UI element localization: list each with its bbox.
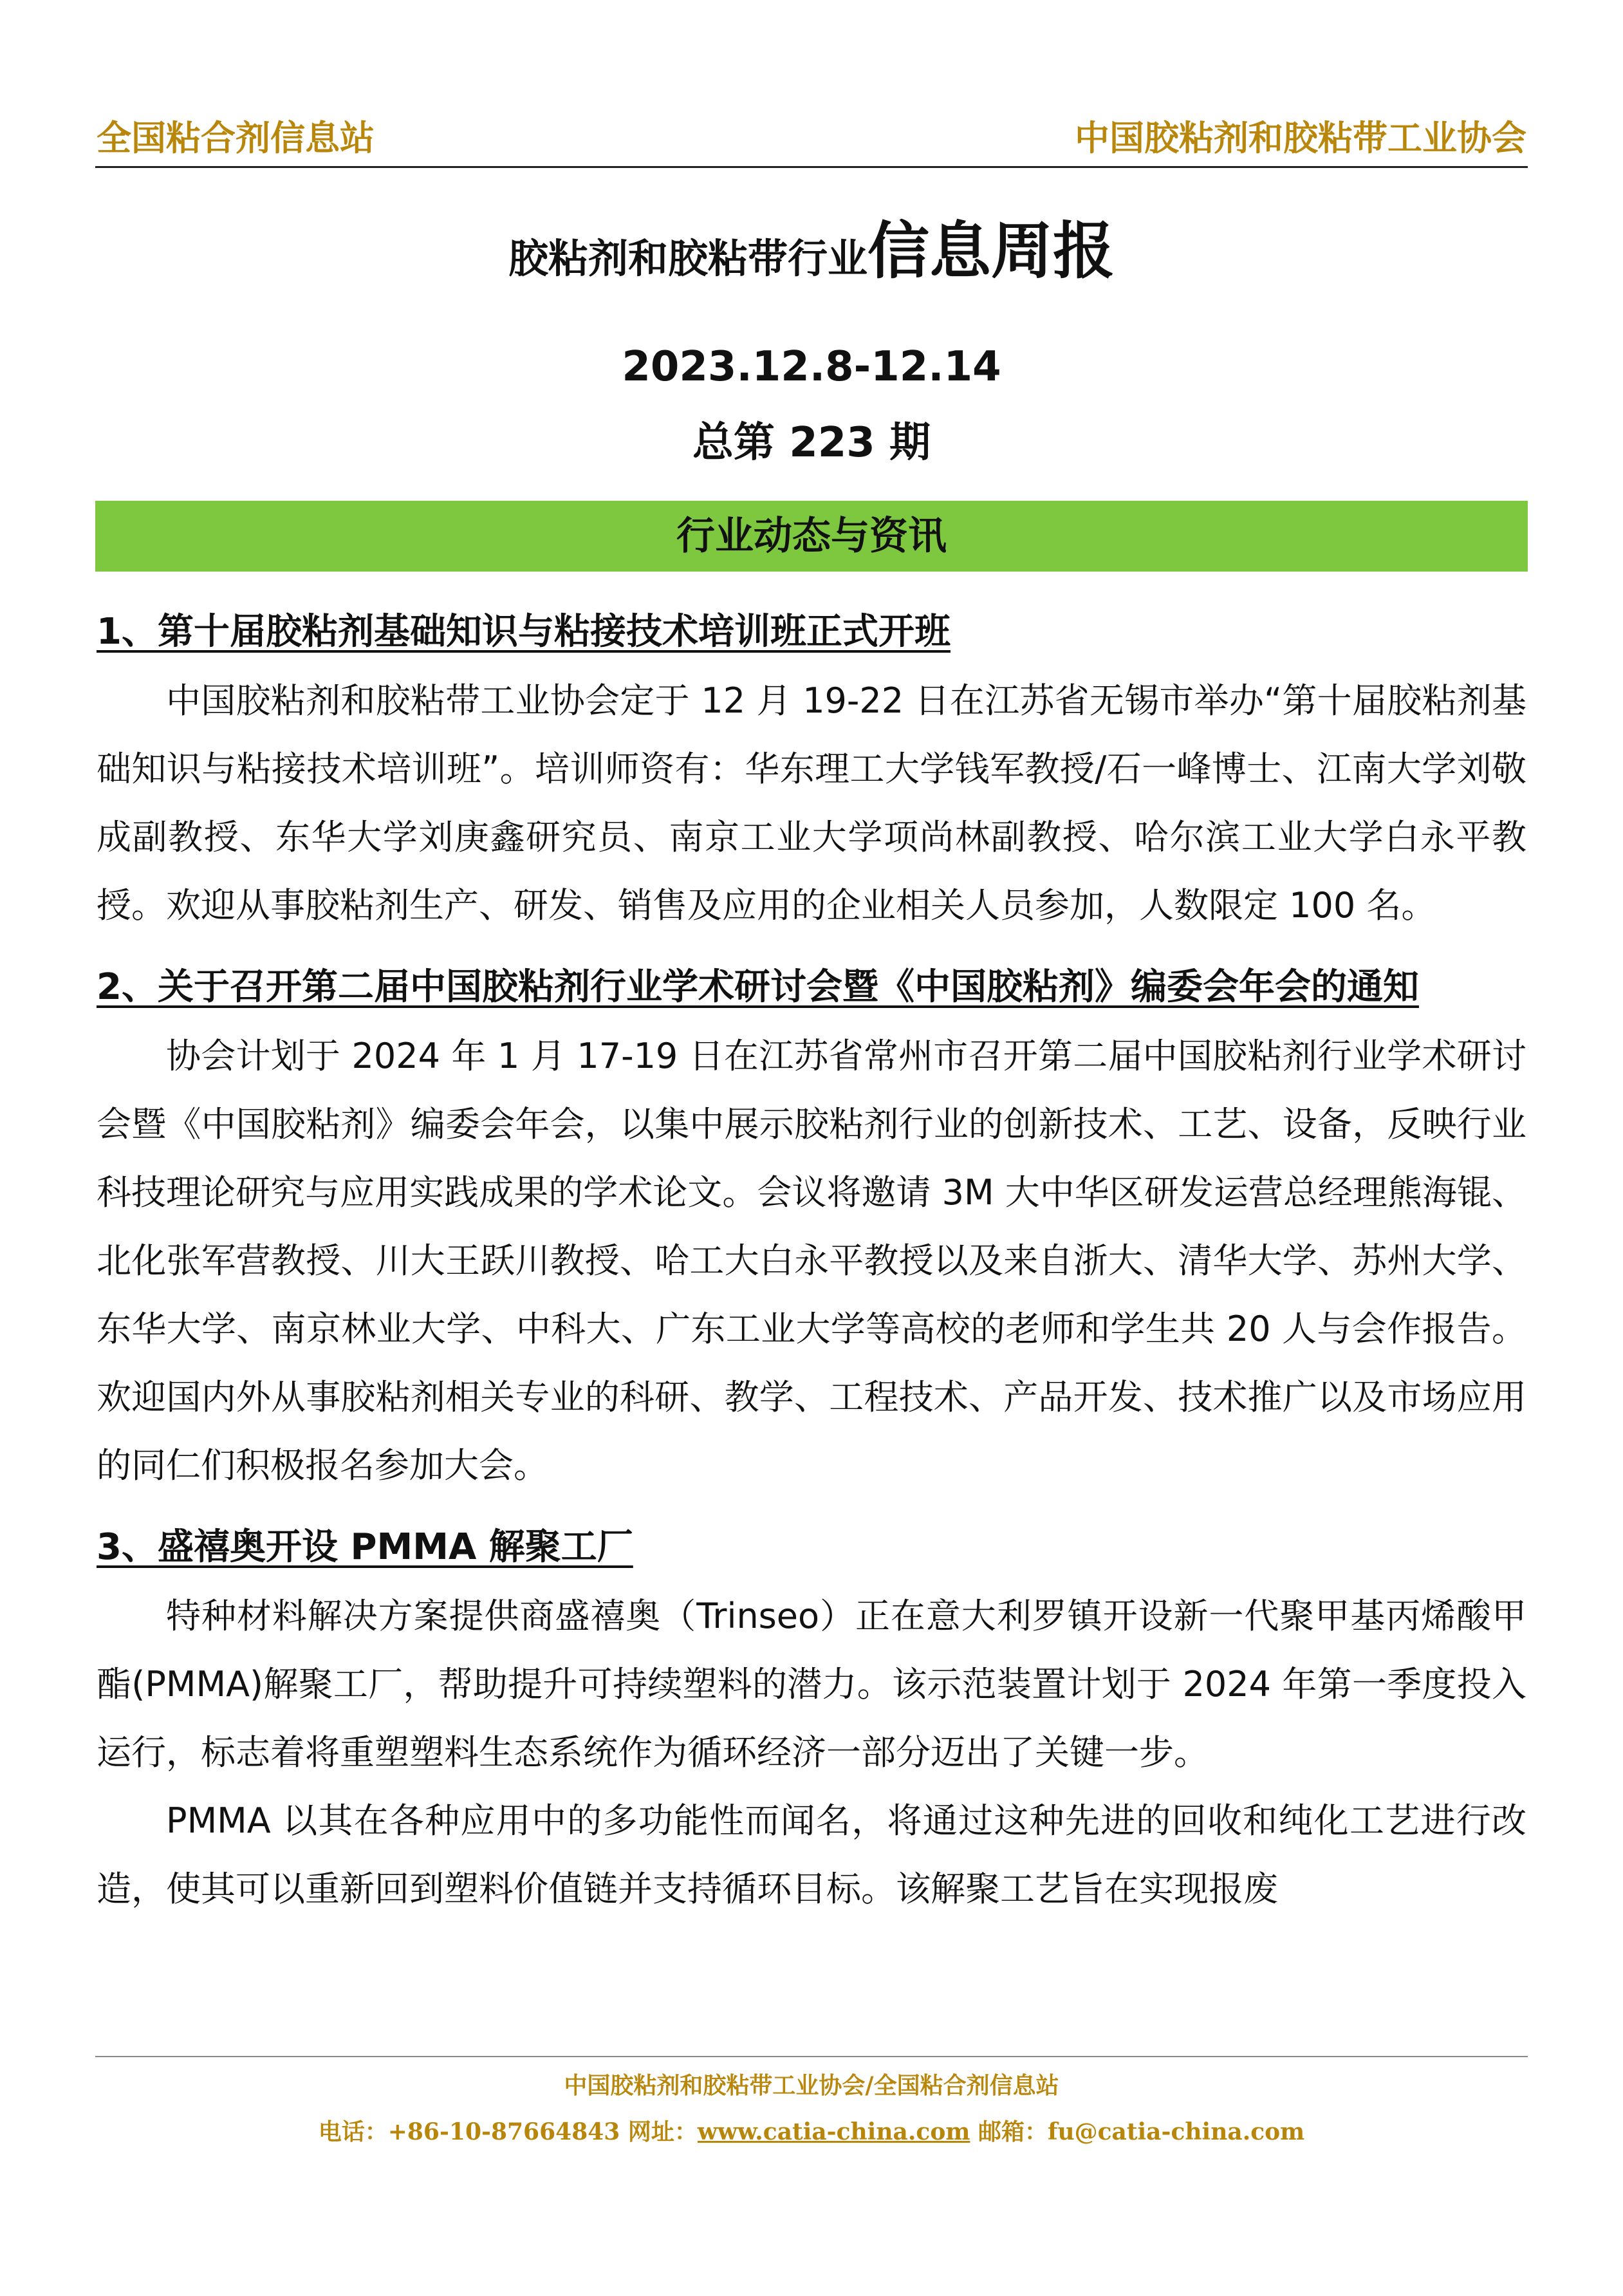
article-paragraph: 协会计划于 2024 年 1 月 17-19 日在江苏省常州市召开第二届中国胶粘剂行业学术研讨会暨《中国胶粘剂》编委会年会，以集中展示胶粘剂行业的创新技术、工艺、设备，反映行业科技理论研究与应用实践成果的学术论文。会议将邀请 3M 大中华区研发运营总经理熊海锟、北化张军营教授、川大王跃川教授、哈工大白永平教授以及来自浙大、清华大学、苏州大学、东华大学、南京林业大学、中科大、广东工业大学等高校的老师和学生共 20 人与会作报告。欢迎国内外从事胶粘剂相关专业的科研、教学、工程技术、产品开发、技术推广以及市场应用的同仁们积极报名参加大会。 [97,1036,1526,1486]
article-list [97,597,1526,1923]
article-2 [97,953,1526,1500]
footer-email-label: 邮箱： [970,2118,1048,2145]
title-main: 信息周报 [867,215,1115,287]
header-divider [95,166,1528,168]
article-3 [97,1513,1526,1923]
footer-phone: 电话：+86-10-87664843 网址： [318,2118,698,2145]
issue-number: 总第 223 期 [692,419,931,467]
page-title [0,212,1623,308]
date-range: 2023.12.8-12.14 [622,343,1001,391]
footer-website-link[interactable]: www.catia-china.com [697,2118,970,2145]
footer-organization: 中国胶粘剂和胶粘带工业协会/全国粘合剂信息站 [564,2072,1059,2099]
article-title: 3、盛禧奥开设 PMMA 解聚工厂 [97,1526,633,1568]
footer-contact [0,2113,1623,2151]
header-right-association-name: 中国胶粘剂和胶粘带工业协会 [1075,118,1526,158]
title-prefix: 胶粘剂和胶粘带行业 [508,235,867,282]
footer-email[interactable]: fu@catia-china.com [1047,2118,1305,2145]
footer-divider [95,2056,1528,2057]
header-left-site-name: 全国粘合剂信息站 [97,118,375,158]
article-title: 1、第十届胶粘剂基础知识与粘接技术培训班正式开班 [97,611,951,653]
section-band: 行业动态与资讯 [95,501,1528,572]
article-paragraph: 特种材料解决方案提供商盛禧奥（Trinseo）正在意大利罗镇开设新一代聚甲基丙烯酸甲酯(PMMA)解聚工厂，帮助提升可持续塑料的潜力。该示范装置计划于 2024 年第一季度投入运行，标志着将重塑塑料生态系统作为循环经济一部分迈出了关键一步。 [97,1596,1526,1773]
article-title: 2、关于召开第二届中国胶粘剂行业学术研讨会暨《中国胶粘剂》编委会年会的通知 [97,966,1419,1008]
article-1 [97,597,1526,940]
article-paragraph: PMMA 以其在各种应用中的多功能性而闻名，将通过这种先进的回收和纯化工艺进行改造，使其可以重新回到塑料价值链并支持循环目标。该解聚工艺旨在实现报废 [97,1800,1526,1909]
article-paragraph: 中国胶粘剂和胶粘带工业协会定于 12 月 19-22 日在江苏省无锡市举办“第十届胶粘剂基础知识与粘接技术培训班”。培训师资有：华东理工大学钱军教授/石一峰博士、江南大学刘敬成副教授、东华大学刘庚鑫研究员、南京工业大学项尚林副教授、哈尔滨工业大学白永平教授。欢迎从事胶粘剂生产、研发、销售及应用的企业相关人员参加，人数限定 100 名。 [97,680,1526,926]
